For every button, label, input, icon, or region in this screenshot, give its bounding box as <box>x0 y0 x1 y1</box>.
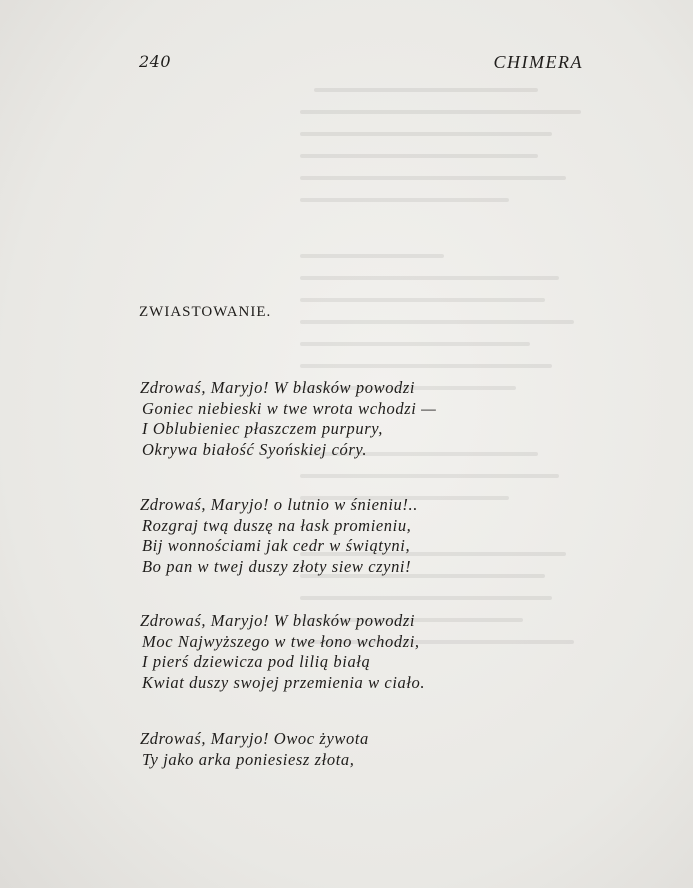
stanza-4 <box>140 729 369 770</box>
verse-line: Zdrowaś, Maryjo! W blasków powodzi <box>140 611 416 630</box>
verse-line: Bo pan w twej duszy złoty siew czyni! <box>142 556 412 576</box>
verse-line: Ty jako arka poniesiesz złota, <box>142 749 355 769</box>
verse-line: Zdrowaś, Maryjo! Owoc żywota <box>140 729 369 748</box>
verse-line: Goniec niebieski w twe wrota wchodzi — <box>142 398 437 418</box>
running-head: CHIMERA <box>493 52 583 72</box>
verse-line: I Oblubieniec płaszczem purpury, <box>142 419 383 438</box>
verse-line: I pierś dziewicza pod lilią białą <box>142 652 371 671</box>
poem-title: ZWIASTOWANIE. <box>139 304 272 320</box>
verse-line: Moc Najwyższego w twe łono wchodzi, <box>142 631 420 651</box>
verse-line: Okrywa białość Syońskiej córy. <box>142 439 368 459</box>
stanza-2 <box>140 495 418 577</box>
verse-line: Bij wonnościami jak cedr w świątyni, <box>142 536 411 555</box>
verse-line: Zdrowaś, Maryjo! W blasków powodzi <box>140 378 416 397</box>
verse-line: Rozgraj twą duszę na łask promieniu, <box>142 515 412 535</box>
stanza-3 <box>140 611 425 693</box>
page-number: 240 <box>139 52 172 71</box>
stanza-1 <box>140 378 436 460</box>
verse-line: Zdrowaś, Maryjo! o lutnio w śnieniu!.. <box>140 495 418 514</box>
verse-line: Kwiat duszy swojej przemienia w ciało. <box>142 672 426 692</box>
